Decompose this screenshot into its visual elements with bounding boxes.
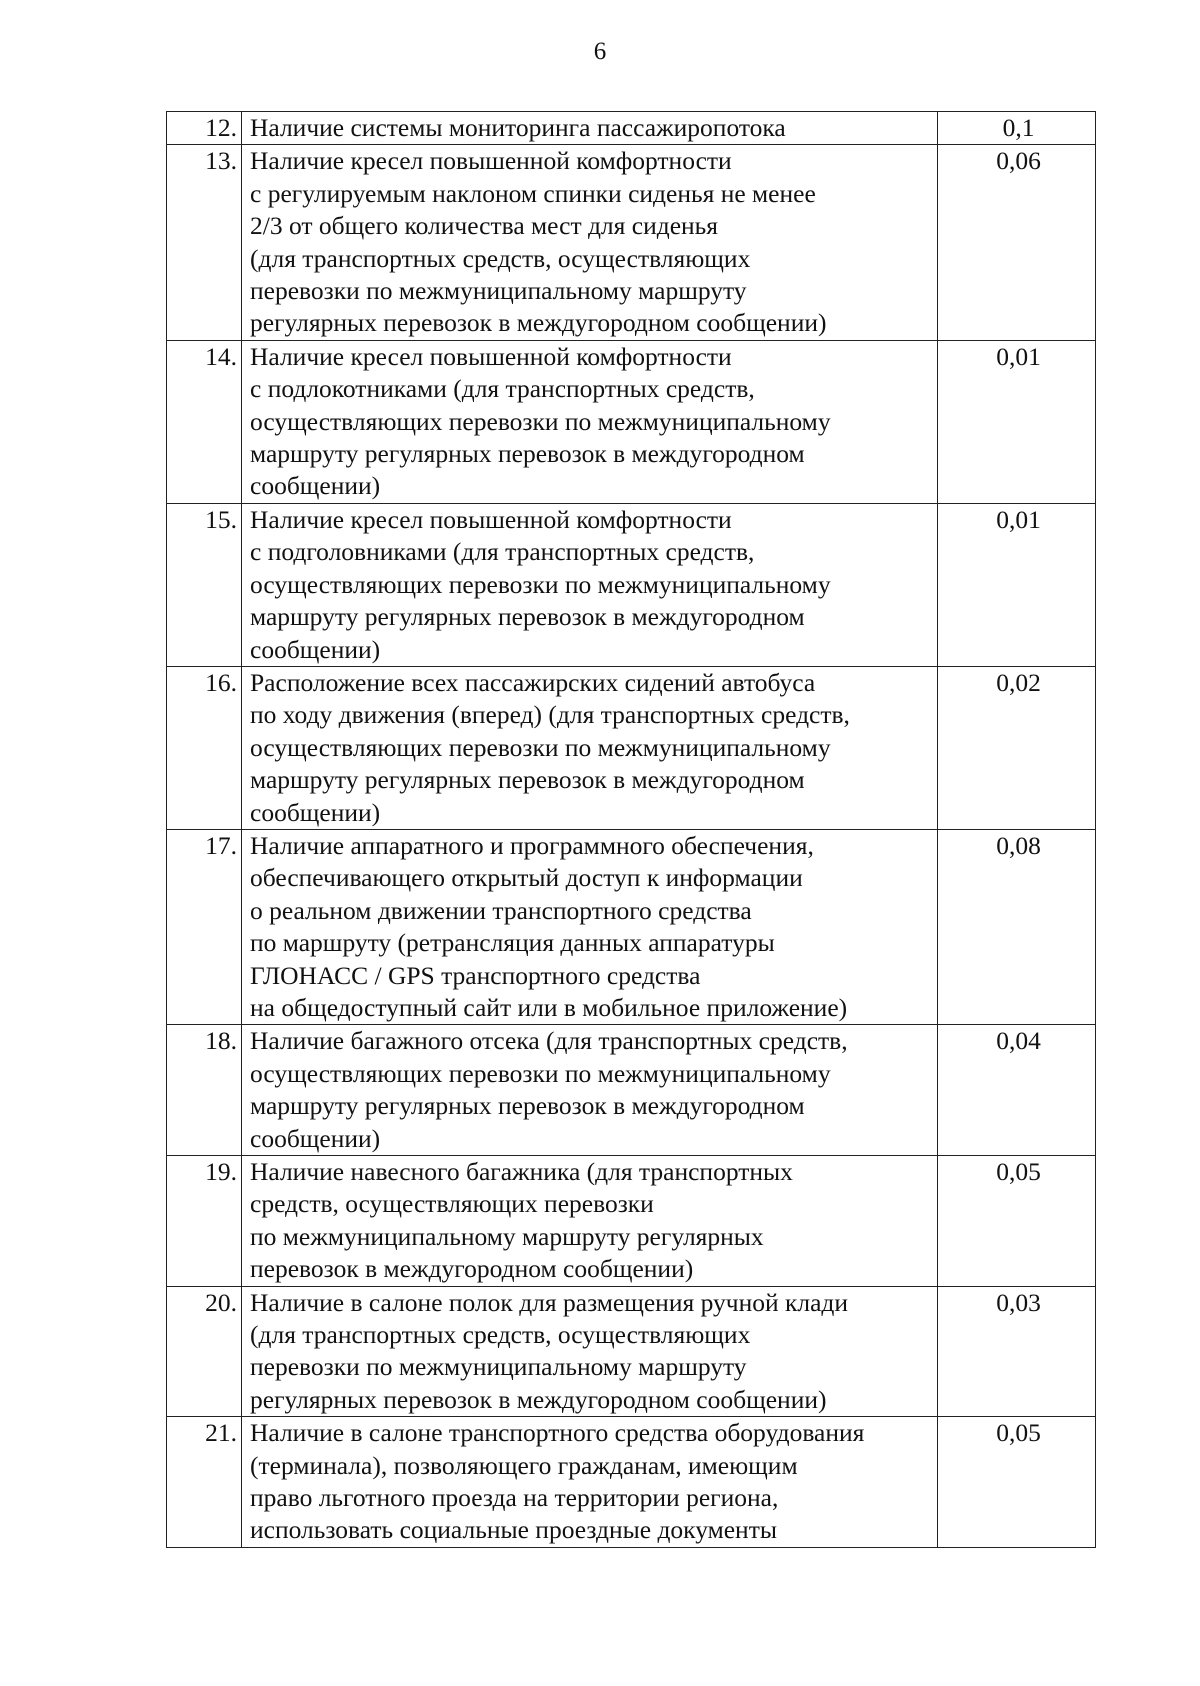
- table-row: [167, 1417, 1096, 1548]
- row-number: 19.: [167, 1156, 242, 1287]
- description-line: маршруту регулярных перевозок в междугородном: [250, 602, 805, 632]
- description-line: Наличие системы мониторинга пассажиропотока: [250, 113, 786, 142]
- description-line: обеспечивающего открытый доступ к информации: [250, 863, 803, 893]
- table-row: [167, 666, 1096, 829]
- criterion-weight: 0,1: [938, 112, 1096, 145]
- criterion-weight: 0,04: [938, 1025, 1096, 1156]
- row-number: 14.: [167, 340, 242, 503]
- criterion-weight: 0,06: [938, 145, 1096, 340]
- row-number: 18.: [167, 1025, 242, 1156]
- description-line: по маршруту (ретрансляция данных аппаратуры: [250, 928, 775, 958]
- table-row: [167, 145, 1096, 340]
- row-number: 15.: [167, 503, 242, 666]
- description-line: с подголовниками (для транспортных средств,: [250, 537, 755, 567]
- description-line: осуществляющих перевозки по межмуниципальному: [250, 1058, 831, 1088]
- page-number: 6: [593, 38, 607, 65]
- criterion-weight: 0,01: [938, 340, 1096, 503]
- criterion-weight: 0,02: [938, 666, 1096, 829]
- description-line: (терминала), позволяющего гражданам, имеющим: [250, 1450, 798, 1480]
- criterion-weight: 0,08: [938, 829, 1096, 1024]
- criteria-table: [166, 111, 1096, 1548]
- row-number: 16.: [167, 666, 242, 829]
- criterion-description: [242, 1025, 938, 1156]
- criterion-description: [242, 829, 938, 1024]
- description-line: по межмуниципальному маршруту регулярных: [250, 1221, 764, 1251]
- description-line: маршруту регулярных перевозок в междугородном: [250, 1091, 805, 1121]
- criterion-weight: 0,03: [938, 1286, 1096, 1417]
- table-row: [167, 340, 1096, 503]
- description-line: осуществляющих перевозки по межмуниципальному: [250, 732, 831, 762]
- description-line: на общедоступный сайт или в мобильное приложение): [250, 992, 848, 1022]
- description-line: сообщении): [250, 634, 381, 664]
- description-line: о реальном движении транспортного средства: [250, 895, 752, 925]
- table-row: [167, 503, 1096, 666]
- description-line: Наличие в салоне транспортного средства оборудования: [250, 1418, 865, 1448]
- description-line: с регулируемым наклоном спинки сиденья не менее: [250, 178, 816, 208]
- criterion-description: [242, 145, 938, 340]
- description-line: перевозки по межмуниципальному маршруту: [250, 1352, 747, 1382]
- criterion-weight: 0,05: [938, 1417, 1096, 1548]
- row-number: 17.: [167, 829, 242, 1024]
- row-number: 20.: [167, 1286, 242, 1417]
- description-line: Расположение всех пассажирских сидений автобуса: [250, 667, 816, 697]
- row-number: 21.: [167, 1417, 242, 1548]
- criterion-weight: 0,01: [938, 503, 1096, 666]
- row-number: 12.: [167, 112, 242, 145]
- description-line: регулярных перевозок в междугородном сообщении): [250, 308, 827, 338]
- criterion-description: [242, 666, 938, 829]
- description-line: осуществляющих перевозки по межмуниципальному: [250, 406, 831, 436]
- description-line: сообщении): [250, 1123, 381, 1153]
- description-line: перевозок в междугородном сообщении): [250, 1254, 694, 1284]
- description-line: сообщении): [250, 797, 381, 827]
- description-line: средств, осуществляющих перевозки: [250, 1189, 654, 1219]
- description-line: маршруту регулярных перевозок в междугородном: [250, 765, 805, 795]
- criterion-description: [242, 112, 938, 145]
- description-line: сообщении): [250, 471, 381, 501]
- criterion-description: [242, 1417, 938, 1548]
- criterion-description: [242, 1156, 938, 1287]
- description-line: Наличие багажного отсека (для транспортных средств,: [250, 1026, 848, 1056]
- table-row: [167, 829, 1096, 1024]
- description-line: Наличие в салоне полок для размещения ручной клади: [250, 1287, 849, 1317]
- description-line: (для транспортных средств, осуществляющих: [250, 1320, 751, 1350]
- description-line: 2/3 от общего количества мест для сиденья: [250, 211, 719, 241]
- table-row: [167, 112, 1096, 145]
- criterion-description: [242, 340, 938, 503]
- description-line: по ходу движения (вперед) (для транспортных средств,: [250, 700, 850, 730]
- description-line: осуществляющих перевозки по межмуниципальному: [250, 569, 831, 599]
- description-line: Наличие кресел повышенной комфортности: [250, 504, 732, 534]
- description-line: Наличие аппаратного и программного обеспечения,: [250, 830, 814, 860]
- table-row: [167, 1286, 1096, 1417]
- description-line: ГЛОНАСС / GPS транспортного средства: [250, 960, 701, 990]
- criteria-table-body: [167, 112, 1096, 1548]
- table-row: [167, 1025, 1096, 1156]
- description-line: право льготного проезда на территории региона,: [250, 1483, 779, 1513]
- description-line: перевозки по межмуниципальному маршруту: [250, 276, 747, 306]
- description-line: Наличие кресел повышенной комфортности: [250, 341, 732, 371]
- description-line: с подлокотниками (для транспортных средств,: [250, 374, 755, 404]
- row-number: 13.: [167, 145, 242, 340]
- description-line: Наличие навесного багажника (для транспортных: [250, 1157, 793, 1186]
- criterion-weight: 0,05: [938, 1156, 1096, 1287]
- table-row: [167, 1156, 1096, 1287]
- description-line: маршруту регулярных перевозок в междугородном: [250, 439, 805, 469]
- description-line: регулярных перевозок в междугородном сообщении): [250, 1384, 827, 1414]
- criterion-description: [242, 503, 938, 666]
- description-line: использовать социальные проездные документы: [250, 1515, 777, 1545]
- description-line: (для транспортных средств, осуществляющих: [250, 243, 751, 273]
- criterion-description: [242, 1286, 938, 1417]
- description-line: Наличие кресел повышенной комфортности: [250, 146, 732, 176]
